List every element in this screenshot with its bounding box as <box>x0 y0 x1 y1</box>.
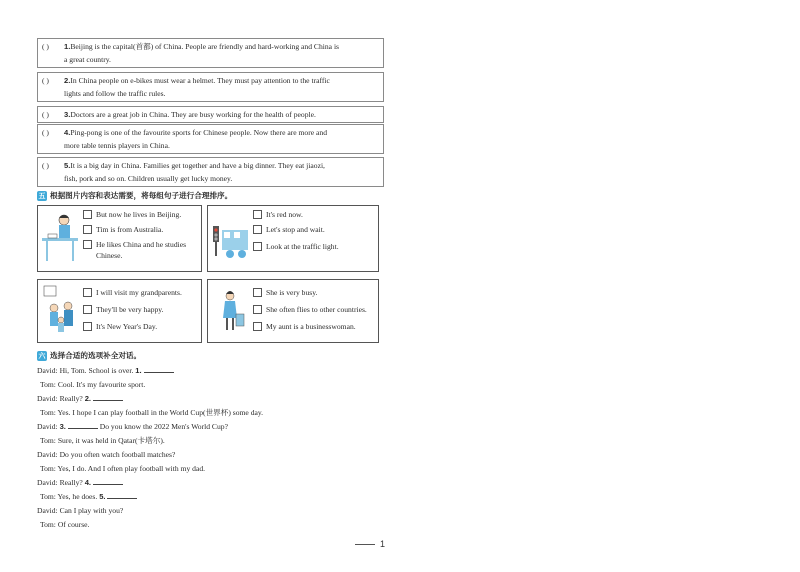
sort-box-4 <box>207 279 379 343</box>
sort-option-continued: Chinese. <box>96 251 123 260</box>
dialog-line: David: Really? 4. <box>37 476 123 490</box>
statement-line: lights and follow the traffic rules. <box>64 89 166 98</box>
item-number: 5. <box>64 161 71 170</box>
dialog-line: Tom: Sure, it was held in Qatar(卡塔尔). <box>40 436 165 445</box>
statement-line: Ping-pong is one of the favourite sports for Chinese people. Now there are more and <box>70 128 327 137</box>
dialog-line: David: Really? 2. <box>37 392 123 406</box>
answer-blank[interactable] <box>107 490 137 499</box>
sort-option: But now he lives in Beijing. <box>83 210 186 220</box>
answer-blank[interactable] <box>93 392 123 401</box>
sort-option: Let's stop and wait. <box>253 225 339 235</box>
statement-line: fish, pork and so on. Children usually get lucky money. <box>64 174 233 183</box>
sort-box-1 <box>37 205 202 272</box>
sort-option: It's New Year's Day. <box>83 322 182 332</box>
order-box[interactable] <box>253 210 262 219</box>
answer-paren[interactable]: ( ) <box>42 42 49 51</box>
dialog-line: Tom: Yes, he does. 5. <box>40 490 137 504</box>
dialog-line: Tom: Yes, I do. And I often play football with my dad. <box>40 464 206 473</box>
order-box[interactable] <box>253 288 262 297</box>
statement-line: more table tennis players in China. <box>64 141 170 150</box>
tf-row-2 <box>37 72 384 102</box>
page-number-rule <box>355 544 375 545</box>
item-number: 2. <box>64 76 71 85</box>
answer-paren[interactable]: ( ) <box>42 161 49 170</box>
answer-blank[interactable] <box>93 476 123 485</box>
order-box[interactable] <box>83 240 92 249</box>
page-number: 1 <box>380 539 386 549</box>
traffic-light-illustration <box>210 208 252 266</box>
sort-option: He likes China and he studies <box>83 240 186 250</box>
boy-studying-illustration <box>40 208 82 266</box>
answer-paren[interactable]: ( ) <box>42 76 49 85</box>
statement-line: Doctors are a great job in China. They are busy working for the health of people. <box>70 110 316 119</box>
tf-row-1 <box>37 38 384 68</box>
sort-box-2 <box>207 205 379 272</box>
tf-row-3 <box>37 106 384 123</box>
statement-line: Beijing is the capital(首都) of China. People are friendly and hard-working and China is <box>70 42 340 51</box>
sort-option: Look at the traffic light. <box>253 242 339 252</box>
item-number: 1. <box>64 42 71 51</box>
order-box[interactable] <box>83 322 92 331</box>
sort-option: She is very busy. <box>253 288 367 298</box>
answer-paren[interactable]: ( ) <box>42 128 49 137</box>
order-box[interactable] <box>83 210 92 219</box>
answer-blank[interactable] <box>144 364 174 373</box>
dialog-line: Tom: Cool. It's my favourite sport. <box>40 380 146 389</box>
sort-option: It's red now. <box>253 210 339 220</box>
section-title: 根据图片内容和表达需要，将每组句子进行合理排序。 <box>50 191 233 200</box>
order-box[interactable] <box>253 322 262 331</box>
sort-box-3 <box>37 279 202 343</box>
order-box[interactable] <box>253 225 262 234</box>
section-badge: 六 <box>38 351 46 360</box>
section-heading-dialog <box>37 350 141 361</box>
section-title: 选择合适的选项补全对话。 <box>50 351 142 360</box>
sort-option: They'll be very happy. <box>83 305 182 315</box>
businesswoman-illustration <box>210 282 252 340</box>
sort-option: She often flies to other countries. <box>253 305 367 315</box>
dialog-line: Tom: Of course. <box>40 520 90 529</box>
statement-line: a great country. <box>64 55 111 64</box>
order-box[interactable] <box>83 225 92 234</box>
dialog-line: Tom: Yes. I hope I can play football in the World Cup(世界杯) some day. <box>40 408 264 417</box>
family-visit-illustration <box>40 282 82 340</box>
statement-line: It is a big day in China. Families get together and have a big dinner. They eat jiaozi, <box>70 161 325 170</box>
sort-option: My aunt is a businesswoman. <box>253 322 367 332</box>
sort-option: Tim is from Australia. <box>83 225 186 235</box>
tf-row-5 <box>37 157 384 187</box>
section-heading-sort <box>37 190 232 201</box>
dialog-line: David: 3. Do you know the 2022 Men's World Cup? <box>37 422 228 431</box>
section-badge: 五 <box>38 191 46 200</box>
item-number: 4. <box>64 128 71 137</box>
dialog-line: David: Hi, Tom. School is over. 1. <box>37 364 174 378</box>
answer-blank[interactable] <box>68 420 98 429</box>
dialog-line: David: Do you often watch football matches? <box>37 450 176 459</box>
order-box[interactable] <box>253 242 262 251</box>
statement-line: In China people on e-bikes must wear a helmet. They must pay attention to the traffic <box>70 76 330 85</box>
answer-paren[interactable]: ( ) <box>42 110 49 119</box>
order-box[interactable] <box>83 288 92 297</box>
dialog-line: David: Can I play with you? <box>37 506 124 515</box>
order-box[interactable] <box>253 305 262 314</box>
sort-option: I will visit my grandparents. <box>83 288 182 298</box>
tf-row-4 <box>37 124 384 154</box>
item-number: 3. <box>64 110 71 119</box>
order-box[interactable] <box>83 305 92 314</box>
